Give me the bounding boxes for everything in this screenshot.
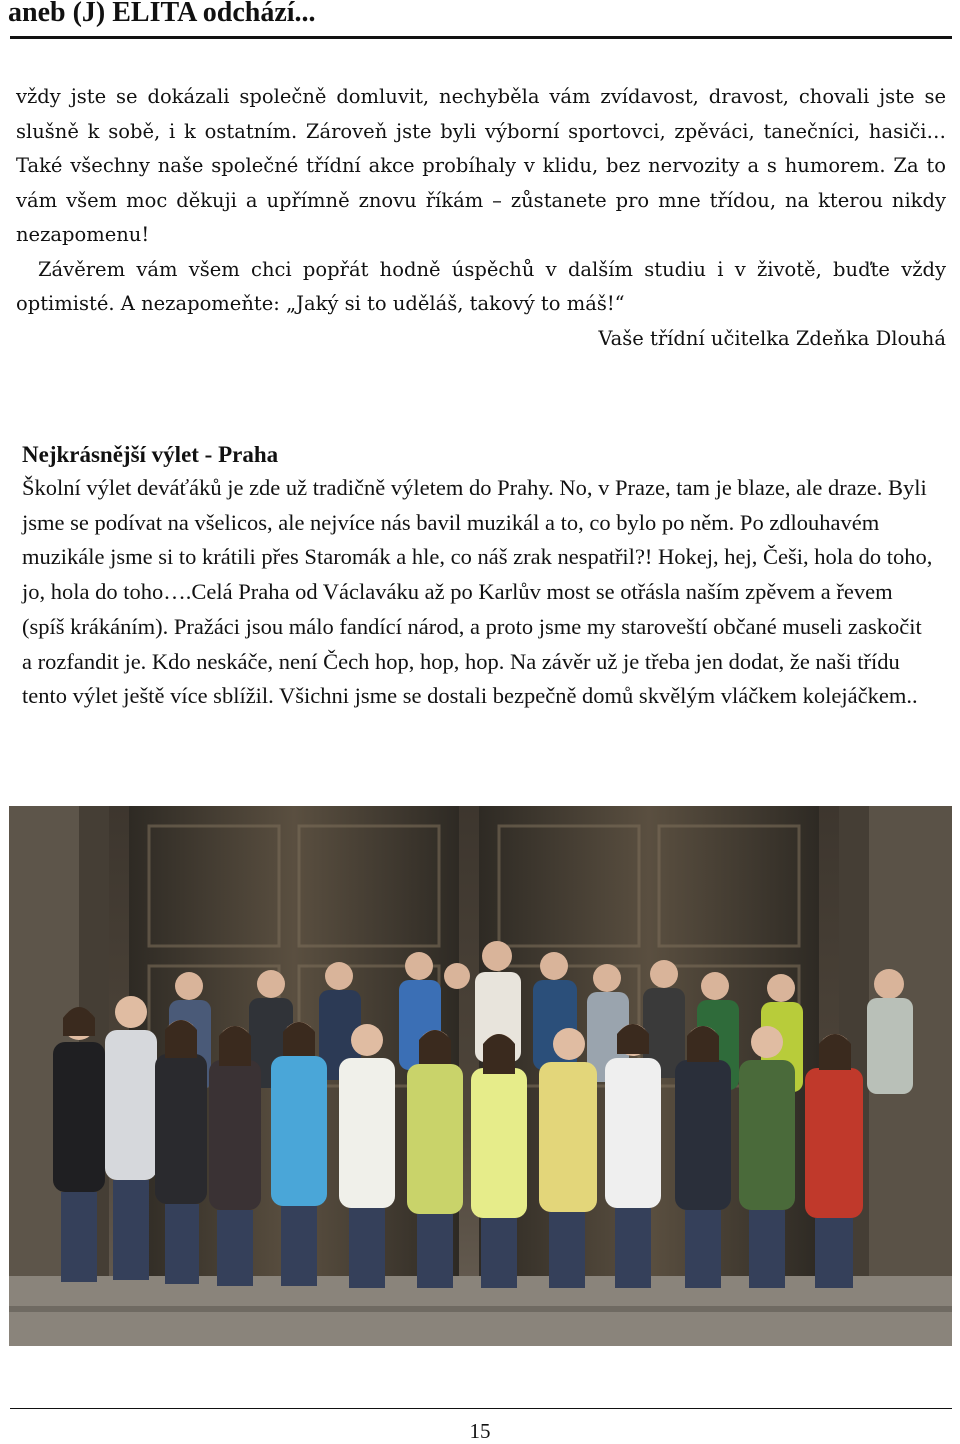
letter-signature: Vaše třídní učitelka Zdeňka Dlouhá (598, 326, 946, 350)
class-group-photo (9, 806, 952, 1346)
section-body (22, 471, 934, 714)
letter-text-block (16, 80, 946, 356)
letter-paragraph: vždy jste se dokázali společně domluvit, nechyběla vám zvídavost, dravost, chovali jste se slušně k sobě, i k ostatním. Zároveň jste byli výborní sportovci, zpěváci, tanečníci, hasiči… Také všechny naše společné třídní akce probíhaly v klidu, bez nervozity a s humorem. Za to vám všem moc děkuji a upřímně znovu říkám – zůstanete pro mne třídou, na kterou nikdy nezapomenu! (16, 85, 946, 246)
section-title: Nejkrásnější výlet - Praha (22, 442, 279, 467)
letter-closing-paragraph: Závěrem vám všem chci popřát hodně úspěchů v dalším studiu i v životě, buďte vždy optimisté. A nezapomeňte: „Jaký si to uděláš, takový to máš!“ (16, 257, 946, 315)
page-number: 15 (469, 1419, 491, 1443)
section-paragraph: Školní výlet deváťáků je zde už tradičně výletem do Prahy. No, v Praze, tam je blaze, ale draze. Byli jsme se podívat na všelicos, ale nejvíce nás bavil muzikál a to, co bylo po něm. Po zdlouhavém muzikále jsme si to krátili přes Staromák a hle, co náš zrak nespatřil?! Hokej, hej, Češi, hola do toho, jo, hola do toho….Celá Praha od Václaváku až po Karlův most se otřásla naším zpěvem a řevem (spíš krákáním). Pražáci jsou málo fandící národ, a proto jsme my staroveští občané museli zaskočit a rozfandit je. Kdo neskáče, není Čech hop, hop, hop. Na závěr už je třeba jen dodat, že naši třídu tento výlet ještě více sblížil. Všichni jsme se dostali bezpečně domů skvělým vláčkem kolejáčkem.. (22, 475, 933, 709)
header-divider (10, 36, 952, 39)
page-header-title: aneb (J) ELITA odchází... (8, 0, 316, 28)
footer-divider (10, 1408, 952, 1409)
